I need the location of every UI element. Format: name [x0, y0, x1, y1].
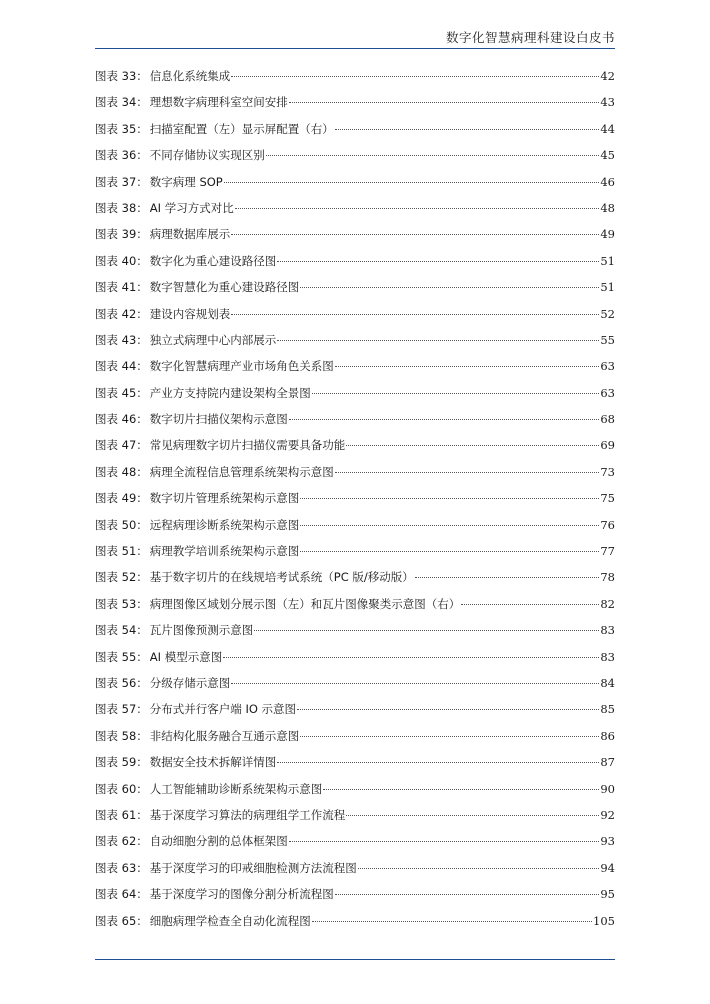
- header-divider: [95, 48, 615, 49]
- toc-entry[interactable]: [95, 675, 615, 701]
- toc-entry-page: 51: [600, 280, 615, 295]
- toc-dot-leader: [289, 841, 600, 842]
- toc-entry[interactable]: [95, 200, 615, 226]
- toc-entry-title: 独立式病理中心内部展示: [149, 332, 277, 347]
- toc-entry[interactable]: [95, 411, 615, 437]
- toc-entry-page: 83: [600, 649, 615, 664]
- toc-dot-leader: [231, 234, 599, 235]
- toc-entry-page: 52: [600, 306, 615, 321]
- toc-dot-leader: [300, 551, 599, 552]
- toc-entry-title: 自动细胞分割的总体框架图: [149, 834, 288, 849]
- toc-entry-label: 图表 42：: [95, 306, 148, 321]
- table-of-figures: [95, 68, 615, 939]
- toc-entry-title: 病理全流程信息管理系统架构示意图: [149, 464, 334, 479]
- toc-entry-label: 图表 36：: [95, 148, 148, 163]
- toc-entry-page: 46: [600, 174, 615, 189]
- toc-entry-page: 45: [600, 148, 615, 163]
- toc-entry-page: 77: [600, 544, 615, 559]
- toc-entry-title: 数字智慧化为重心建设路径图: [149, 280, 300, 295]
- toc-entry-title: 常见病理数字切片扫描仪需要具备功能: [149, 438, 346, 453]
- toc-entry[interactable]: [95, 833, 615, 859]
- toc-entry-title: 不同存储协议实现区别: [149, 148, 265, 163]
- toc-entry-page: 94: [600, 860, 615, 875]
- toc-entry[interactable]: [95, 886, 615, 912]
- toc-entry-page: 87: [600, 755, 615, 770]
- toc-dot-leader: [231, 76, 599, 77]
- toc-entry-title: 非结构化服务融合互通示意图: [149, 728, 300, 743]
- toc-entry-page: 105: [593, 913, 615, 928]
- toc-entry[interactable]: [95, 569, 615, 595]
- toc-entry-label: 图表 56：: [95, 675, 148, 690]
- toc-entry-title: 数字病理 SOP: [149, 174, 223, 189]
- toc-entry-label: 图表 64：: [95, 887, 148, 902]
- toc-entry-label: 图表 48：: [95, 464, 148, 479]
- toc-dot-leader: [346, 815, 599, 816]
- toc-entry[interactable]: [95, 226, 615, 252]
- toc-entry[interactable]: [95, 913, 615, 939]
- toc-entry-page: 43: [600, 95, 615, 110]
- toc-entry-label: 图表 65：: [95, 913, 148, 928]
- toc-entry-page: 44: [600, 121, 615, 136]
- toc-entry-title: 数字化为重心建设路径图: [149, 253, 277, 268]
- toc-entry-title: AI 模型示意图: [149, 649, 223, 664]
- toc-entry-page: 95: [600, 887, 615, 902]
- toc-entry-page: 73: [600, 464, 615, 479]
- toc-entry-title: 分级存储示意图: [149, 675, 231, 690]
- toc-entry-label: 图表 46：: [95, 412, 148, 427]
- toc-entry-title: 病理教学培训系统架构示意图: [149, 544, 300, 559]
- toc-dot-leader: [335, 366, 600, 367]
- toc-entry[interactable]: [95, 517, 615, 543]
- toc-entry-title: 扫描室配置（左）显示屏配置（右）: [149, 121, 334, 136]
- toc-entry-label: 图表 38：: [95, 200, 148, 215]
- toc-entry[interactable]: [95, 649, 615, 675]
- toc-entry-title: 建设内容规划表: [149, 306, 231, 321]
- toc-dot-leader: [289, 419, 600, 420]
- toc-dot-leader: [297, 709, 599, 710]
- toc-entry[interactable]: [95, 437, 615, 463]
- toc-entry-title: 病理图像区域划分展示图（左）和瓦片图像聚类示意图（右）: [149, 596, 461, 611]
- toc-dot-leader: [300, 736, 599, 737]
- toc-entry-label: 图表 52：: [95, 570, 148, 585]
- toc-entry-title: 瓦片图像预测示意图: [149, 623, 254, 638]
- toc-entry-page: 51: [600, 253, 615, 268]
- toc-dot-leader: [289, 102, 600, 103]
- toc-entry-page: 69: [600, 438, 615, 453]
- toc-entry-page: 55: [600, 332, 615, 347]
- toc-entry-label: 图表 34：: [95, 95, 148, 110]
- toc-entry-label: 图表 61：: [95, 807, 148, 822]
- toc-dot-leader: [461, 604, 599, 605]
- toc-entry-page: 49: [600, 227, 615, 242]
- toc-dot-leader: [300, 287, 599, 288]
- toc-entry-title: 信息化系统集成: [149, 69, 231, 83]
- toc-entry[interactable]: [95, 94, 615, 120]
- toc-entry-page: 76: [600, 517, 615, 532]
- toc-dot-leader: [300, 525, 599, 526]
- toc-entry-title: 远程病理诊断系统架构示意图: [149, 517, 300, 532]
- toc-entry-title: 基于数字切片的在线规培考试系统（PC 版/移动版）: [149, 570, 414, 585]
- toc-dot-leader: [223, 657, 599, 658]
- toc-entry-title: 细胞病理学检查全自动化流程图: [149, 913, 311, 928]
- toc-entry[interactable]: [95, 174, 615, 200]
- toc-entry-label: 图表 53：: [95, 596, 148, 611]
- toc-entry-label: 图表 59：: [95, 755, 148, 770]
- toc-entry-page: 83: [600, 623, 615, 638]
- toc-dot-leader: [266, 155, 600, 156]
- toc-entry[interactable]: [95, 728, 615, 754]
- toc-entry-label: 图表 40：: [95, 253, 148, 268]
- toc-entry-page: 85: [600, 702, 615, 717]
- toc-dot-leader: [323, 789, 599, 790]
- toc-entry-title: 产业方支持院内建设架构全景图: [149, 385, 311, 400]
- toc-entry-page: 63: [600, 385, 615, 400]
- toc-dot-leader: [335, 472, 600, 473]
- toc-dot-leader: [358, 868, 600, 869]
- toc-entry-title: 病理数据库展示: [149, 227, 231, 242]
- toc-entry-page: 68: [600, 412, 615, 427]
- footer-divider: [95, 959, 615, 960]
- toc-entry-title: 人工智能辅助诊断系统架构示意图: [149, 781, 323, 796]
- toc-entry-label: 图表 63：: [95, 860, 148, 875]
- toc-entry-title: 分布式并行客户端 IO 示意图: [149, 702, 297, 717]
- toc-entry-label: 图表 45：: [95, 385, 148, 400]
- toc-entry-title: AI 学习方式对比: [149, 200, 234, 215]
- toc-entry-label: 图表 58：: [95, 728, 148, 743]
- toc-dot-leader: [300, 498, 599, 499]
- toc-dot-leader: [254, 630, 599, 631]
- toc-entry-title: 基于深度学习算法的病理组学工作流程: [149, 807, 346, 822]
- toc-dot-leader: [346, 445, 599, 446]
- toc-entry[interactable]: [95, 279, 615, 305]
- toc-entry-label: 图表 62：: [95, 834, 148, 849]
- toc-entry-label: 图表 37：: [95, 174, 148, 189]
- document-title: 数字化智慧病理科建设白皮书: [445, 30, 615, 45]
- toc-entry-label: 图表 60：: [95, 781, 148, 796]
- toc-entry[interactable]: [95, 464, 615, 490]
- toc-entry[interactable]: [95, 358, 615, 384]
- toc-entry-page: 48: [600, 200, 615, 215]
- toc-dot-leader: [277, 340, 599, 341]
- toc-entry-title: 数字切片扫描仪架构示意图: [149, 412, 288, 427]
- toc-entry[interactable]: [95, 781, 615, 807]
- toc-entry-label: 图表 39：: [95, 227, 148, 242]
- toc-entry[interactable]: [95, 543, 615, 569]
- toc-dot-leader: [235, 208, 600, 209]
- toc-dot-leader: [415, 577, 600, 578]
- toc-entry-label: 图表 55：: [95, 649, 148, 664]
- toc-entry-title: 数字切片管理系统架构示意图: [149, 491, 300, 506]
- toc-dot-leader: [335, 129, 600, 130]
- toc-dot-leader: [312, 921, 592, 922]
- toc-entry-title: 基于深度学习的印戒细胞检测方法流程图: [149, 860, 357, 875]
- toc-entry[interactable]: [95, 68, 615, 94]
- toc-entry[interactable]: [95, 147, 615, 173]
- toc-entry-title: 理想数字病理科室空间安排: [149, 95, 288, 110]
- toc-entry-title: 基于深度学习的图像分割分析流程图: [149, 887, 334, 902]
- toc-entry[interactable]: [95, 596, 615, 622]
- toc-dot-leader: [277, 762, 599, 763]
- toc-entry[interactable]: [95, 860, 615, 886]
- toc-entry[interactable]: [95, 701, 615, 727]
- toc-dot-leader: [231, 314, 599, 315]
- toc-entry[interactable]: [95, 622, 615, 648]
- toc-dot-leader: [335, 894, 600, 895]
- toc-entry-page: 42: [600, 69, 615, 83]
- toc-entry-label: 图表 35：: [95, 121, 148, 136]
- toc-entry-page: 82: [600, 596, 615, 611]
- toc-entry-label: 图表 57：: [95, 702, 148, 717]
- toc-entry-page: 92: [600, 807, 615, 822]
- toc-entry-label: 图表 50：: [95, 517, 148, 532]
- toc-entry-label: 图表 44：: [95, 359, 148, 374]
- toc-entry-page: 75: [600, 491, 615, 506]
- toc-dot-leader: [224, 182, 600, 183]
- toc-entry-label: 图表 33：: [95, 69, 148, 83]
- toc-entry-page: 90: [600, 781, 615, 796]
- toc-entry-page: 93: [600, 834, 615, 849]
- toc-dot-leader: [312, 393, 600, 394]
- toc-entry-page: 84: [600, 675, 615, 690]
- toc-entry-label: 图表 49：: [95, 491, 148, 506]
- toc-entry-page: 63: [600, 359, 615, 374]
- toc-entry[interactable]: [95, 754, 615, 780]
- toc-entry[interactable]: [95, 807, 615, 833]
- toc-entry[interactable]: [95, 121, 615, 147]
- toc-entry-title: 数据安全技术拆解详情图: [149, 755, 277, 770]
- toc-entry-page: 86: [600, 728, 615, 743]
- toc-entry-label: 图表 41：: [95, 280, 148, 295]
- toc-entry[interactable]: [95, 490, 615, 516]
- toc-entry-label: 图表 51：: [95, 544, 148, 559]
- toc-entry[interactable]: [95, 385, 615, 411]
- toc-entry-page: 78: [600, 570, 615, 585]
- toc-entry[interactable]: [95, 306, 615, 332]
- toc-entry-label: 图表 43：: [95, 332, 148, 347]
- toc-entry[interactable]: [95, 332, 615, 358]
- toc-dot-leader: [231, 683, 599, 684]
- toc-entry-label: 图表 54：: [95, 623, 148, 638]
- toc-entry-label: 图表 47：: [95, 438, 148, 453]
- toc-entry-title: 数字化智慧病理产业市场角色关系图: [149, 359, 334, 374]
- toc-dot-leader: [277, 261, 599, 262]
- toc-entry[interactable]: [95, 253, 615, 279]
